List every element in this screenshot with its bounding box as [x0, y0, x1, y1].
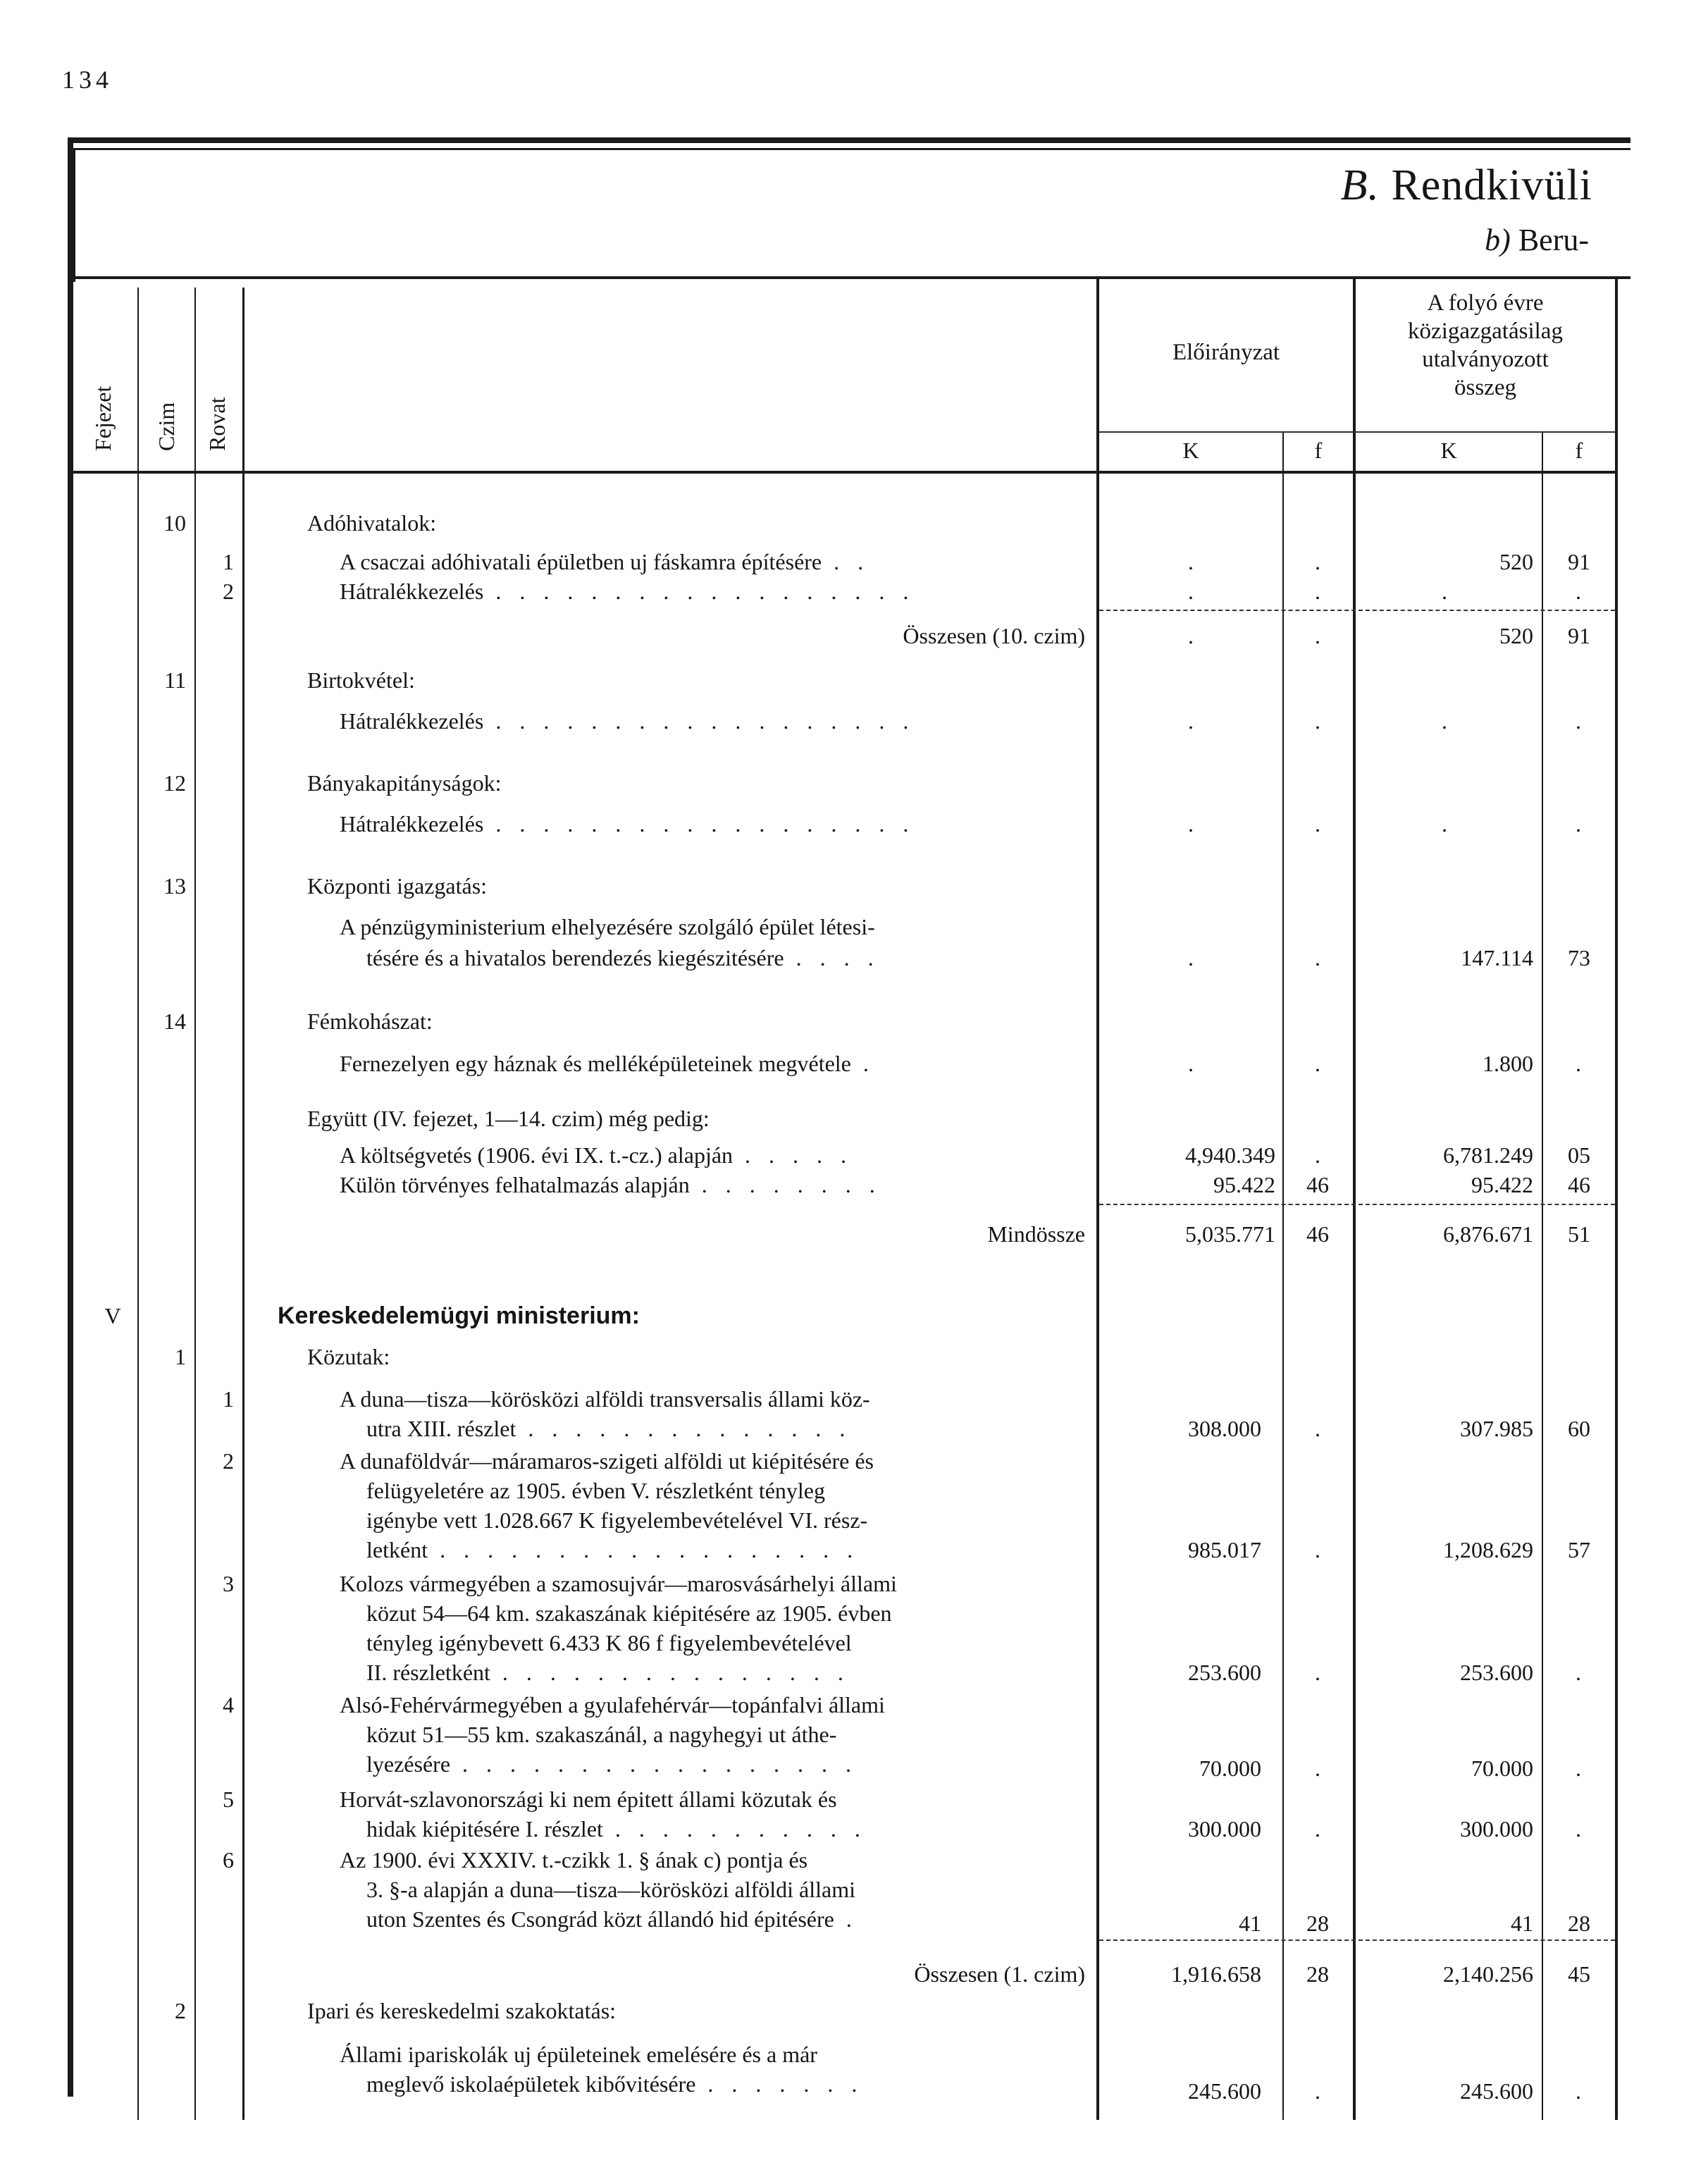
- cell-e-k: 300.000: [1188, 1816, 1261, 1842]
- item-kulon: Külön törvényes felhatalmazás alapján . . . . . . . .: [340, 1172, 881, 1197]
- item-kolozs-l3: tényleg igénybevett 6.433 K 86 f figyelembevételével: [366, 1630, 852, 1655]
- czim-v1: 1: [175, 1344, 186, 1369]
- cell-u-f: 91: [1568, 623, 1590, 648]
- cell-e-k: .: [1188, 549, 1194, 574]
- item-ipariskolak-l2: meglevő iskolaépületek kibővitésére . . . . . . .: [366, 2071, 864, 2097]
- cell-u-k: 41: [1511, 1911, 1533, 1936]
- section-birtokvetel: Birtokvétel:: [307, 667, 415, 693]
- page-number: 134: [62, 66, 113, 94]
- item-alsofeher-l1: Alsó-Fehérvármegyében a gyulafehérvár—topánfalvi állami: [340, 1692, 885, 1717]
- section-femkohaszat: Fémkohászat:: [307, 1009, 433, 1034]
- cell-u-f: .: [1576, 579, 1581, 604]
- item-1900-l2: 3. §-a alapján a duna—tisza—körösközi alföldi állami: [366, 1877, 855, 1902]
- item-duna-tisza-l1: A duna—tisza—körösközi alföldi transversalis állami köz-: [340, 1386, 870, 1412]
- item-text: tésére és a hivatalos berendezés kiegészitésére: [366, 945, 784, 970]
- mindossze-label: Mindössze: [987, 1221, 1085, 1247]
- subtitle-letter: b): [1485, 223, 1511, 257]
- cell-e-k: 41: [1239, 1911, 1261, 1936]
- cell-e-k: 1,916.658: [1171, 1961, 1261, 1987]
- rovat-v1-1: 1: [223, 1386, 234, 1412]
- top-rule-thick: [68, 137, 1630, 143]
- item-1900-l3: uton Szentes és Csongrád közt állandó hid épitésére .: [366, 1906, 858, 1932]
- cell-u-k: 520: [1499, 623, 1533, 648]
- item-dunafoldvar-l1: A dunaföldvár—máramaros-szigeti alföldi ut kiépitésére és: [340, 1448, 874, 1474]
- item-dunafoldvar-l3: igénybe vett 1.028.667 K figyelembevételével VI. rész-: [366, 1507, 868, 1533]
- cell-e-f: .: [1315, 1756, 1320, 1781]
- cell-u-k: .: [1442, 579, 1447, 604]
- cell-u-k: 70.000: [1471, 1756, 1533, 1781]
- rovat-v1-5: 5: [223, 1787, 234, 1812]
- cell-u-f: .: [1576, 811, 1581, 837]
- cell-u-f: 73: [1568, 945, 1590, 970]
- right-frame-rule: [1615, 276, 1618, 2120]
- sum-label-v1: Összesen (1. czim): [914, 1961, 1085, 1987]
- sum-rule: [1099, 1204, 1615, 1205]
- utalv-kf-rule: [1542, 431, 1543, 2120]
- item-text: II. részletként: [366, 1660, 490, 1685]
- cell-u-f: .: [1576, 1816, 1581, 1842]
- czim-12: 12: [163, 770, 186, 796]
- cell-u-f: .: [1576, 1756, 1581, 1781]
- rovat-col-rule: [242, 288, 245, 2120]
- item-text: A költségvetés (1906. évi IX. t.-cz.) alapján: [340, 1142, 734, 1168]
- cell-e-f: .: [1315, 1142, 1320, 1168]
- cell-e-k: .: [1188, 945, 1194, 970]
- item-penzugymin-l2: tésére és a hivatalos berendezés kiegészitésére . . . .: [366, 945, 880, 970]
- item-koltsegvetes: A költségvetés (1906. évi IX. t.-cz.) alapján . . . . .: [340, 1142, 853, 1168]
- item-text: hidak kiépitésére I. részlet: [366, 1816, 603, 1842]
- item-text: Fernezelyen egy háznak és melléképületeinek megvétele: [340, 1051, 851, 1076]
- col-header-e-k: K: [1182, 438, 1199, 463]
- cell-e-f: .: [1315, 708, 1320, 734]
- item-text: uton Szentes és Csongrád közt állandó hid épitésére: [366, 1906, 834, 1932]
- item-text: Hátralékkezelés: [340, 579, 484, 604]
- item-penzugymin-l1: A pénzügyministerium elhelyezésére szolgáló épület létesi-: [340, 914, 875, 939]
- cell-e-f: .: [1315, 2078, 1320, 2104]
- czim-v2: 2: [175, 1998, 186, 2023]
- kf-header-rule: [1099, 431, 1615, 433]
- cell-u-f: 28: [1568, 1911, 1590, 1936]
- item-alsofeher-l3: lyezésére . . . . . . . . . . . . . . . . .: [366, 1751, 858, 1777]
- czim-13: 13: [163, 873, 186, 899]
- cell-u-k: 6,781.249: [1443, 1142, 1533, 1168]
- cell-e-k: 253.600: [1188, 1660, 1261, 1685]
- cell-e-f: .: [1315, 1051, 1320, 1076]
- col-header-u-k: K: [1440, 438, 1457, 463]
- cell-u-k: 300.000: [1460, 1816, 1533, 1842]
- item-alsofeher-l2: közut 51—55 km. szakaszánál, a nagyhegyi ut áthe-: [366, 1722, 837, 1747]
- section-banyakapitanysagok: Bányakapitányságok:: [307, 770, 502, 796]
- cell-u-k: 1,208.629: [1443, 1537, 1533, 1562]
- sum-rule: [1099, 1939, 1615, 1941]
- utalv-line-1: A folyó évre: [1427, 290, 1544, 316]
- cell-e-f: 28: [1306, 1911, 1329, 1936]
- cell-e-k: 4,940.349: [1185, 1142, 1275, 1168]
- item-ipariskolak-l1: Állami ipariskolák uj épületeinek emelésére és a már: [340, 2042, 817, 2067]
- col-header-e-f: f: [1314, 438, 1323, 463]
- cell-u-f: .: [1576, 1051, 1581, 1076]
- cell-u-f: .: [1576, 1660, 1581, 1685]
- col-header-u-f: f: [1575, 438, 1583, 463]
- page-subtitle: [1127, 222, 1589, 258]
- item-duna-tisza-l2: utra XIII. részlet . . . . . . . . . . . . . .: [366, 1416, 852, 1441]
- cell-e-f: .: [1315, 1816, 1320, 1842]
- col-header-czim: Czim: [154, 402, 179, 451]
- item-text: letként: [366, 1537, 428, 1562]
- item-text: Külön törvényes felhatalmazás alapján: [340, 1172, 690, 1197]
- sum-label-10: Összesen (10. czim): [903, 623, 1085, 648]
- cell-e-f: .: [1315, 811, 1320, 837]
- cell-e-k: .: [1188, 623, 1194, 648]
- cell-u-k: .: [1442, 708, 1447, 734]
- cell-u-k: .: [1442, 811, 1447, 837]
- cell-u-f: 51: [1568, 1221, 1590, 1247]
- section-kereskedelemugyi: Kereskedelemügyi ministerium:: [278, 1302, 640, 1329]
- item-kolozs-l2: közut 54—64 km. szakaszának kiépitésére az 1905. évben: [366, 1601, 892, 1626]
- cell-e-k: 985.017: [1188, 1537, 1261, 1562]
- cell-u-k: 6,876.671: [1443, 1221, 1533, 1247]
- cell-e-f: .: [1315, 945, 1320, 970]
- text-col-rule: [1096, 276, 1099, 2120]
- cell-u-k: 95.422: [1471, 1172, 1533, 1197]
- utalv-line-3: utalványozott: [1422, 347, 1549, 372]
- cell-u-f: 46: [1568, 1172, 1590, 1197]
- cell-u-k: 307.985: [1460, 1416, 1533, 1441]
- czim-col-rule: [194, 288, 196, 2120]
- item-dunafoldvar-l2: felügyeletére az 1905. évben V. részletként tényleg: [366, 1478, 825, 1503]
- fejezet-v: V: [104, 1303, 121, 1328]
- rovat-v1-2: 2: [223, 1448, 234, 1474]
- section-kozponti-igazgatas: Központi igazgatás:: [307, 873, 488, 899]
- cell-e-k: .: [1188, 811, 1194, 837]
- cell-u-f: 57: [1568, 1537, 1590, 1562]
- left-frame-inner: [73, 148, 75, 282]
- item-text: Hátralékkezelés: [340, 811, 484, 837]
- cell-u-k: 520: [1499, 549, 1533, 574]
- cell-e-k: 70.000: [1199, 1756, 1261, 1781]
- cell-e-k: 95.422: [1213, 1172, 1275, 1197]
- cell-e-f: .: [1315, 1537, 1320, 1562]
- cell-e-k: 308.000: [1188, 1416, 1261, 1441]
- cell-e-f: .: [1315, 623, 1320, 648]
- rovat-v1-4: 4: [223, 1692, 234, 1717]
- title-letter: B.: [1340, 161, 1380, 209]
- item-1900-l1: Az 1900. évi XXXIV. t.-czikk 1. § ának c) pontja és: [340, 1847, 808, 1873]
- item-hatralek-11: Hátralékkezelés . . . . . . . . . . . . . . . . . .: [340, 708, 915, 734]
- section-kozutak: Közutak:: [307, 1344, 390, 1369]
- cell-u-f: .: [1576, 708, 1581, 734]
- cell-e-k: 5,035.771: [1185, 1221, 1275, 1247]
- cell-u-k: 245.600: [1460, 2078, 1533, 2104]
- cell-u-f: 45: [1568, 1961, 1590, 1987]
- item-horvat-l2: hidak kiépitésére I. részlet . . . . . . . . . . .: [366, 1816, 867, 1842]
- item-kolozs-l4: II. részletként . . . . . . . . . . . . . . .: [366, 1660, 850, 1685]
- rovat-10-1: 1: [223, 549, 234, 574]
- rovat-v1-3: 3: [223, 1571, 234, 1596]
- czim-11: 11: [164, 667, 186, 693]
- cell-e-k: .: [1188, 1051, 1194, 1076]
- section-adohivatalok: Adóhivatalok:: [307, 510, 437, 536]
- subtitle-word: Beru-: [1518, 223, 1589, 257]
- cell-u-k: 147.114: [1461, 945, 1533, 970]
- left-frame-rule: [68, 137, 73, 2097]
- item-hatralek-12: Hátralékkezelés . . . . . . . . . . . . . . . . . .: [340, 811, 915, 837]
- cell-e-k: .: [1188, 579, 1194, 604]
- top-rule-thin: [73, 148, 1630, 150]
- cell-u-k: 253.600: [1460, 1660, 1533, 1685]
- page-title: [1127, 161, 1592, 211]
- cell-u-k: 2,140.256: [1443, 1961, 1533, 1987]
- item-text: utra XIII. részlet: [366, 1416, 516, 1441]
- cell-u-k: 1.800: [1483, 1051, 1533, 1076]
- item-text: meglevő iskolaépületek kibővitésére: [366, 2071, 696, 2097]
- cell-e-k: .: [1188, 708, 1194, 734]
- item-dunafoldvar-l4: letként . . . . . . . . . . . . . . . . . .: [366, 1537, 860, 1562]
- item-text: lyezésére: [366, 1751, 451, 1777]
- item-text: A csaczai adóhivatali épületben uj fáskamra építésére: [340, 549, 822, 574]
- section-ipari-szakoktatas: Ipari és kereskedelmi szakoktatás:: [307, 1998, 617, 2023]
- utalv-line-4: összeg: [1454, 375, 1516, 400]
- utalv-line-2: közigazgatásilag: [1408, 319, 1563, 344]
- item-kolozs-l1: Kolozs vármegyében a szamosujvár—marosvásárhelyi állami: [340, 1571, 897, 1596]
- col-header-rovat: Rovat: [204, 397, 230, 451]
- cell-u-f: .: [1576, 2078, 1581, 2104]
- sum-rule: [1099, 610, 1615, 611]
- header-bottom-rule: [73, 471, 1616, 474]
- item-hatralek-10: Hátralékkezelés . . . . . . . . . . . . . . . . . .: [340, 579, 915, 604]
- item-horvat-l1: Horvát-szlavonországi ki nem épitett állami közutak és: [340, 1787, 837, 1812]
- col-header-eloiranyzat: Előirányzat: [1172, 340, 1280, 365]
- header-top-rule: [73, 276, 1630, 279]
- cell-u-f: 05: [1568, 1142, 1590, 1168]
- egyutt-label: Együtt (IV. fejezet, 1—14. czim) még pedig:: [307, 1106, 710, 1131]
- title-word: Rendkivüli: [1391, 161, 1592, 209]
- col-header-fejezet: Fejezet: [90, 386, 116, 451]
- item-fernezely: Fernezelyen egy háznak és melléképületeinek megvétele .: [340, 1051, 875, 1076]
- cell-e-f: 46: [1306, 1172, 1329, 1197]
- cell-e-f: .: [1315, 579, 1320, 604]
- cell-e-f: 46: [1306, 1221, 1329, 1247]
- cell-e-f: .: [1315, 1660, 1320, 1685]
- cell-u-f: 91: [1568, 549, 1590, 574]
- cell-e-f: 28: [1306, 1961, 1329, 1987]
- cell-e-f: .: [1315, 1416, 1320, 1441]
- col-header-utalvanyozott: [1356, 289, 1615, 402]
- eloiranyzat-kf-rule: [1282, 431, 1284, 2120]
- czim-14: 14: [163, 1009, 186, 1034]
- czim-10: 10: [163, 510, 186, 536]
- rovat-10-2: 2: [223, 579, 234, 604]
- rovat-v1-6: 6: [223, 1847, 234, 1873]
- eloiranyzat-right-rule: [1353, 276, 1356, 2120]
- fejezet-col-rule: [137, 288, 139, 2120]
- item-text: Hátralékkezelés: [340, 708, 484, 734]
- item-csaczai: A csaczai adóhivatali épületben uj fáskamra építésére . .: [340, 549, 870, 574]
- cell-e-k: 245.600: [1188, 2078, 1261, 2104]
- cell-u-f: 60: [1568, 1416, 1590, 1441]
- cell-e-f: .: [1315, 549, 1320, 574]
